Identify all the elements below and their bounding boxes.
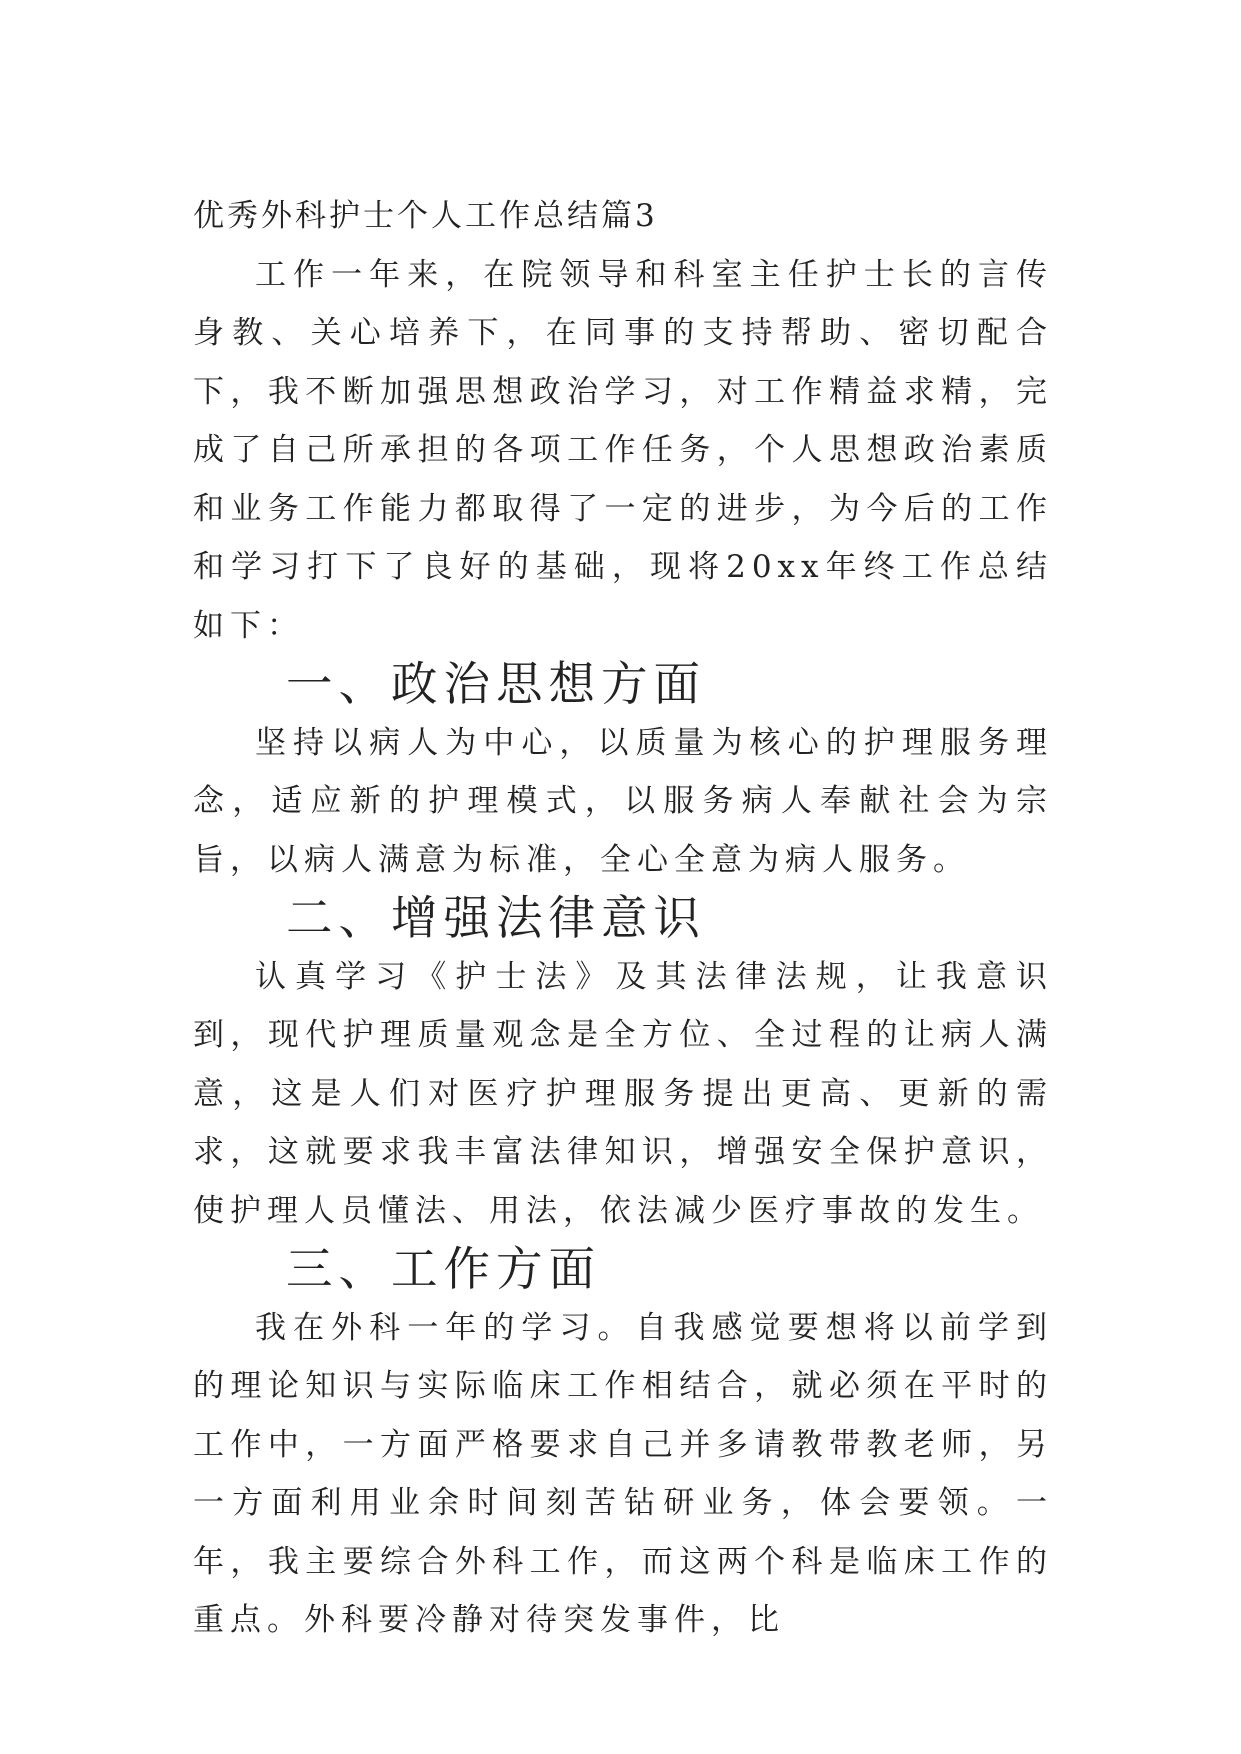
section-heading-political: 一、政治思想方面 <box>286 657 706 711</box>
paragraph-legal: 认真学习《护士法》及其法律法规，让我意识到，现代护理质量观念是全方位、全过程的让病人满意，这是人们对医疗护理服务提出更高、更新的需求，这就要求我丰富法律知识，增强安全保护意识，使护理人员懂法、用法，依法减少医疗事故的发生。 <box>193 958 1053 1229</box>
paragraph-work: 我在外科一年的学习。自我感觉要想将以前学到的理论知识与实际临床工作相结合，就必须在平时的工作中，一方面严格要求自己并多请教带教老师，另一方面利用业余时间刻苦钻研业务，体会要领。一年，我主要综合外科工作，而这两个科是临床工作的重点。外科要冷静对待突发事件，比 <box>193 1309 1053 1638</box>
document-body <box>193 187 1053 1650</box>
paragraph-intro: 工作一年来，在院领导和科室主任护士长的言传身教、关心培养下，在同事的支持帮助、密切配合下，我不断加强思想政治学习，对工作精益求精，完成了自己所承担的各项工作任务，个人思想政治素质和业务工作能力都取得了一定的进步，为今后的工作和学习打下了良好的基础，现将20xx年终工作总结如下： <box>193 256 1053 644</box>
paragraph-political: 坚持以病人为中心，以质量为核心的护理服务理念，适应新的护理模式，以服务病人奉献社会为宗旨，以病人满意为标准，全心全意为病人服务。 <box>193 724 1053 878</box>
document-title: 优秀外科护士个人工作总结篇3 <box>193 198 658 234</box>
section-heading-legal: 二、增强法律意识 <box>286 891 706 945</box>
section-heading-work: 三、工作方面 <box>286 1242 601 1296</box>
